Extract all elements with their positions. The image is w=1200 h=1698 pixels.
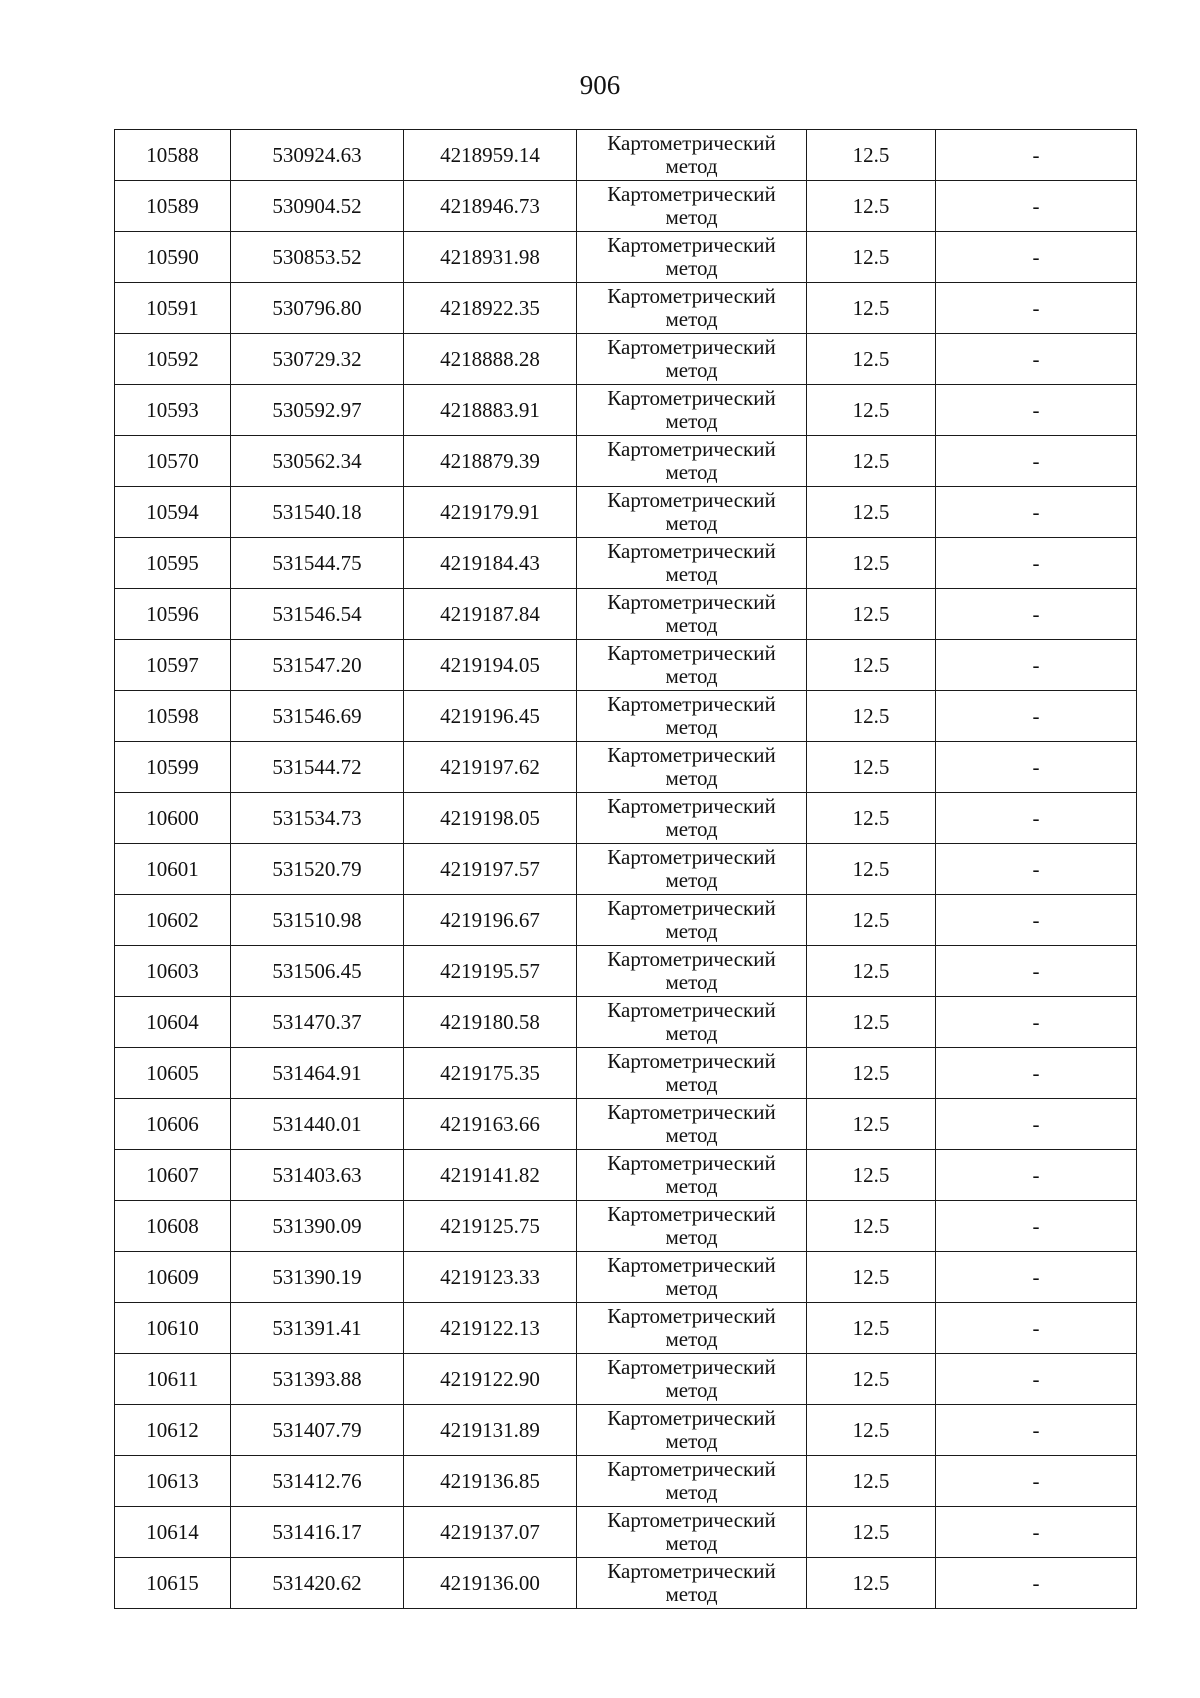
- y-coordinate-cell: 4219131.89: [404, 1405, 577, 1456]
- accuracy-cell: 12.5: [807, 487, 936, 538]
- accuracy-cell: 12.5: [807, 334, 936, 385]
- table-row: [115, 334, 1137, 385]
- point-id-cell: 10588: [115, 130, 231, 181]
- point-id-cell: 10609: [115, 1252, 231, 1303]
- method-line-2: метод: [665, 970, 718, 994]
- note-cell: -: [936, 1354, 1137, 1405]
- accuracy-cell: 12.5: [807, 640, 936, 691]
- note-cell: -: [936, 181, 1137, 232]
- x-coordinate-cell: 531440.01: [231, 1099, 404, 1150]
- y-coordinate-cell: 4218883.91: [404, 385, 577, 436]
- table-row: [115, 895, 1137, 946]
- method-line-1: Картометрический: [607, 1355, 776, 1379]
- method-line-2: метод: [665, 154, 718, 178]
- method-cell: [577, 538, 807, 589]
- method-cell: [577, 283, 807, 334]
- accuracy-cell: 12.5: [807, 895, 936, 946]
- coordinates-table: [114, 129, 1137, 1609]
- method-line-2: метод: [665, 715, 718, 739]
- table-row: [115, 1303, 1137, 1354]
- x-coordinate-cell: 531416.17: [231, 1507, 404, 1558]
- method-cell: [577, 640, 807, 691]
- table-row: [115, 1456, 1137, 1507]
- note-cell: -: [936, 997, 1137, 1048]
- note-cell: -: [936, 640, 1137, 691]
- method-line-2: метод: [665, 919, 718, 943]
- x-coordinate-cell: 531546.54: [231, 589, 404, 640]
- point-id-cell: 10600: [115, 793, 231, 844]
- note-cell: -: [936, 283, 1137, 334]
- method-line-2: метод: [665, 1225, 718, 1249]
- point-id-cell: 10596: [115, 589, 231, 640]
- x-coordinate-cell: 531420.62: [231, 1558, 404, 1609]
- method-line-2: метод: [665, 868, 718, 892]
- point-id-cell: 10599: [115, 742, 231, 793]
- method-cell: [577, 1252, 807, 1303]
- point-id-cell: 10610: [115, 1303, 231, 1354]
- y-coordinate-cell: 4219180.58: [404, 997, 577, 1048]
- point-id-cell: 10613: [115, 1456, 231, 1507]
- note-cell: -: [936, 487, 1137, 538]
- method-line-1: Картометрический: [607, 590, 776, 614]
- x-coordinate-cell: 531534.73: [231, 793, 404, 844]
- note-cell: -: [936, 538, 1137, 589]
- table-row: [115, 640, 1137, 691]
- x-coordinate-cell: 531412.76: [231, 1456, 404, 1507]
- point-id-cell: 10598: [115, 691, 231, 742]
- method-cell: [577, 1456, 807, 1507]
- method-cell: [577, 844, 807, 895]
- method-line-1: Картометрический: [607, 539, 776, 563]
- method-cell: [577, 1150, 807, 1201]
- point-id-cell: 10597: [115, 640, 231, 691]
- y-coordinate-cell: 4219194.05: [404, 640, 577, 691]
- method-line-1: Картометрический: [607, 1559, 776, 1583]
- method-line-1: Картометрический: [607, 1202, 776, 1226]
- table-row: [115, 691, 1137, 742]
- x-coordinate-cell: 531470.37: [231, 997, 404, 1048]
- method-line-1: Картометрический: [607, 1304, 776, 1328]
- x-coordinate-cell: 531407.79: [231, 1405, 404, 1456]
- method-line-1: Картометрический: [607, 998, 776, 1022]
- note-cell: -: [936, 844, 1137, 895]
- method-cell: [577, 487, 807, 538]
- x-coordinate-cell: 531520.79: [231, 844, 404, 895]
- method-line-1: Картометрический: [607, 131, 776, 155]
- x-coordinate-cell: 531544.75: [231, 538, 404, 589]
- table-row: [115, 232, 1137, 283]
- note-cell: -: [936, 691, 1137, 742]
- note-cell: -: [936, 436, 1137, 487]
- method-line-2: метод: [665, 511, 718, 535]
- table-row: [115, 1252, 1137, 1303]
- note-cell: -: [936, 1558, 1137, 1609]
- method-line-2: метод: [665, 1582, 718, 1606]
- x-coordinate-cell: 531390.09: [231, 1201, 404, 1252]
- y-coordinate-cell: 4219125.75: [404, 1201, 577, 1252]
- method-cell: [577, 1048, 807, 1099]
- point-id-cell: 10611: [115, 1354, 231, 1405]
- point-id-cell: 10607: [115, 1150, 231, 1201]
- method-line-1: Картометрический: [607, 1253, 776, 1277]
- note-cell: -: [936, 1099, 1137, 1150]
- y-coordinate-cell: 4219197.57: [404, 844, 577, 895]
- y-coordinate-cell: 4219196.67: [404, 895, 577, 946]
- table-row: [115, 1405, 1137, 1456]
- table-row: [115, 1201, 1137, 1252]
- x-coordinate-cell: 530729.32: [231, 334, 404, 385]
- point-id-cell: 10589: [115, 181, 231, 232]
- y-coordinate-cell: 4218946.73: [404, 181, 577, 232]
- method-line-2: метод: [665, 664, 718, 688]
- y-coordinate-cell: 4219195.57: [404, 946, 577, 997]
- y-coordinate-cell: 4219122.13: [404, 1303, 577, 1354]
- method-line-1: Картометрический: [607, 845, 776, 869]
- accuracy-cell: 12.5: [807, 997, 936, 1048]
- method-cell: [577, 181, 807, 232]
- table-row: [115, 1354, 1137, 1405]
- method-cell: [577, 1558, 807, 1609]
- method-line-1: Картометрический: [607, 1049, 776, 1073]
- table-row: [115, 538, 1137, 589]
- y-coordinate-cell: 4219122.90: [404, 1354, 577, 1405]
- y-coordinate-cell: 4218888.28: [404, 334, 577, 385]
- point-id-cell: 10614: [115, 1507, 231, 1558]
- x-coordinate-cell: 531403.63: [231, 1150, 404, 1201]
- method-line-2: метод: [665, 1072, 718, 1096]
- method-cell: [577, 589, 807, 640]
- x-coordinate-cell: 531547.20: [231, 640, 404, 691]
- method-line-1: Картометрический: [607, 335, 776, 359]
- accuracy-cell: 12.5: [807, 1303, 936, 1354]
- x-coordinate-cell: 530904.52: [231, 181, 404, 232]
- table-row: [115, 181, 1137, 232]
- table-row: [115, 283, 1137, 334]
- method-line-2: метод: [665, 1123, 718, 1147]
- note-cell: -: [936, 334, 1137, 385]
- accuracy-cell: 12.5: [807, 1048, 936, 1099]
- accuracy-cell: 12.5: [807, 1456, 936, 1507]
- point-id-cell: 10594: [115, 487, 231, 538]
- y-coordinate-cell: 4219197.62: [404, 742, 577, 793]
- note-cell: -: [936, 1252, 1137, 1303]
- accuracy-cell: 12.5: [807, 691, 936, 742]
- accuracy-cell: 12.5: [807, 589, 936, 640]
- table-row: [115, 1099, 1137, 1150]
- method-line-2: метод: [665, 358, 718, 382]
- y-coordinate-cell: 4219179.91: [404, 487, 577, 538]
- accuracy-cell: 12.5: [807, 1252, 936, 1303]
- method-cell: [577, 1303, 807, 1354]
- method-line-1: Картометрический: [607, 284, 776, 308]
- y-coordinate-cell: 4219136.00: [404, 1558, 577, 1609]
- x-coordinate-cell: 531510.98: [231, 895, 404, 946]
- accuracy-cell: 12.5: [807, 793, 936, 844]
- method-cell: [577, 691, 807, 742]
- note-cell: -: [936, 1150, 1137, 1201]
- method-line-1: Картометрический: [607, 437, 776, 461]
- accuracy-cell: 12.5: [807, 1354, 936, 1405]
- point-id-cell: 10591: [115, 283, 231, 334]
- method-line-2: метод: [665, 613, 718, 637]
- method-line-2: метод: [665, 1021, 718, 1045]
- method-line-2: метод: [665, 460, 718, 484]
- point-id-cell: 10592: [115, 334, 231, 385]
- point-id-cell: 10604: [115, 997, 231, 1048]
- x-coordinate-cell: 531393.88: [231, 1354, 404, 1405]
- method-line-2: метод: [665, 307, 718, 331]
- y-coordinate-cell: 4219184.43: [404, 538, 577, 589]
- x-coordinate-cell: 531390.19: [231, 1252, 404, 1303]
- y-coordinate-cell: 4219137.07: [404, 1507, 577, 1558]
- note-cell: -: [936, 1405, 1137, 1456]
- x-coordinate-cell: 531506.45: [231, 946, 404, 997]
- table-row: [115, 1507, 1137, 1558]
- method-cell: [577, 1099, 807, 1150]
- point-id-cell: 10593: [115, 385, 231, 436]
- method-line-2: метод: [665, 409, 718, 433]
- y-coordinate-cell: 4218959.14: [404, 130, 577, 181]
- method-line-1: Картометрический: [607, 896, 776, 920]
- accuracy-cell: 12.5: [807, 538, 936, 589]
- accuracy-cell: 12.5: [807, 1507, 936, 1558]
- note-cell: -: [936, 1201, 1137, 1252]
- point-id-cell: 10603: [115, 946, 231, 997]
- method-cell: [577, 1507, 807, 1558]
- method-cell: [577, 130, 807, 181]
- y-coordinate-cell: 4218922.35: [404, 283, 577, 334]
- method-line-2: метод: [665, 1531, 718, 1555]
- method-cell: [577, 742, 807, 793]
- point-id-cell: 10590: [115, 232, 231, 283]
- y-coordinate-cell: 4219175.35: [404, 1048, 577, 1099]
- y-coordinate-cell: 4219136.85: [404, 1456, 577, 1507]
- point-id-cell: 10612: [115, 1405, 231, 1456]
- x-coordinate-cell: 530562.34: [231, 436, 404, 487]
- x-coordinate-cell: 531544.72: [231, 742, 404, 793]
- accuracy-cell: 12.5: [807, 283, 936, 334]
- table-row: [115, 589, 1137, 640]
- accuracy-cell: 12.5: [807, 1099, 936, 1150]
- method-line-2: метод: [665, 1174, 718, 1198]
- method-cell: [577, 436, 807, 487]
- table-row: [115, 793, 1137, 844]
- method-line-2: метод: [665, 1480, 718, 1504]
- method-cell: [577, 793, 807, 844]
- note-cell: -: [936, 385, 1137, 436]
- y-coordinate-cell: 4219196.45: [404, 691, 577, 742]
- accuracy-cell: 12.5: [807, 130, 936, 181]
- note-cell: -: [936, 946, 1137, 997]
- method-line-2: метод: [665, 817, 718, 841]
- accuracy-cell: 12.5: [807, 1405, 936, 1456]
- note-cell: -: [936, 232, 1137, 283]
- accuracy-cell: 12.5: [807, 844, 936, 895]
- x-coordinate-cell: 531464.91: [231, 1048, 404, 1099]
- method-line-2: метод: [665, 1378, 718, 1402]
- method-line-1: Картометрический: [607, 692, 776, 716]
- table-row: [115, 844, 1137, 895]
- table-row: [115, 946, 1137, 997]
- accuracy-cell: 12.5: [807, 1150, 936, 1201]
- method-line-1: Картометрический: [607, 794, 776, 818]
- method-line-1: Картометрический: [607, 1151, 776, 1175]
- table-row: [115, 487, 1137, 538]
- table-row: [115, 1048, 1137, 1099]
- y-coordinate-cell: 4218931.98: [404, 232, 577, 283]
- point-id-cell: 10605: [115, 1048, 231, 1099]
- point-id-cell: 10601: [115, 844, 231, 895]
- method-line-2: метод: [665, 1429, 718, 1453]
- y-coordinate-cell: 4219198.05: [404, 793, 577, 844]
- note-cell: -: [936, 130, 1137, 181]
- method-line-1: Картометрический: [607, 1508, 776, 1532]
- x-coordinate-cell: 531391.41: [231, 1303, 404, 1354]
- table-row: [115, 130, 1137, 181]
- method-cell: [577, 895, 807, 946]
- method-cell: [577, 385, 807, 436]
- point-id-cell: 10595: [115, 538, 231, 589]
- y-coordinate-cell: 4219123.33: [404, 1252, 577, 1303]
- method-line-2: метод: [665, 562, 718, 586]
- method-line-1: Картометрический: [607, 386, 776, 410]
- x-coordinate-cell: 530592.97: [231, 385, 404, 436]
- point-id-cell: 10570: [115, 436, 231, 487]
- point-id-cell: 10608: [115, 1201, 231, 1252]
- method-cell: [577, 334, 807, 385]
- x-coordinate-cell: 531540.18: [231, 487, 404, 538]
- x-coordinate-cell: 531546.69: [231, 691, 404, 742]
- x-coordinate-cell: 530796.80: [231, 283, 404, 334]
- accuracy-cell: 12.5: [807, 742, 936, 793]
- method-line-2: метод: [665, 256, 718, 280]
- table-body: [115, 130, 1137, 1609]
- y-coordinate-cell: 4219163.66: [404, 1099, 577, 1150]
- method-cell: [577, 1405, 807, 1456]
- accuracy-cell: 12.5: [807, 946, 936, 997]
- method-line-2: метод: [665, 766, 718, 790]
- accuracy-cell: 12.5: [807, 1201, 936, 1252]
- method-cell: [577, 1354, 807, 1405]
- method-line-2: метод: [665, 205, 718, 229]
- table-row: [115, 997, 1137, 1048]
- method-line-1: Картометрический: [607, 1457, 776, 1481]
- note-cell: -: [936, 793, 1137, 844]
- y-coordinate-cell: 4219187.84: [404, 589, 577, 640]
- method-line-1: Картометрический: [607, 641, 776, 665]
- y-coordinate-cell: 4219141.82: [404, 1150, 577, 1201]
- accuracy-cell: 12.5: [807, 181, 936, 232]
- table-row: [115, 385, 1137, 436]
- table-row: [115, 1150, 1137, 1201]
- accuracy-cell: 12.5: [807, 1558, 936, 1609]
- accuracy-cell: 12.5: [807, 232, 936, 283]
- table-row: [115, 1558, 1137, 1609]
- note-cell: -: [936, 895, 1137, 946]
- note-cell: -: [936, 1456, 1137, 1507]
- table-row: [115, 436, 1137, 487]
- note-cell: -: [936, 589, 1137, 640]
- point-id-cell: 10606: [115, 1099, 231, 1150]
- x-coordinate-cell: 530853.52: [231, 232, 404, 283]
- note-cell: -: [936, 1507, 1137, 1558]
- method-cell: [577, 946, 807, 997]
- method-line-1: Картометрический: [607, 488, 776, 512]
- method-line-1: Картометрический: [607, 1406, 776, 1430]
- method-cell: [577, 1201, 807, 1252]
- method-line-1: Картометрический: [607, 182, 776, 206]
- page-number: 906: [579, 70, 621, 100]
- accuracy-cell: 12.5: [807, 385, 936, 436]
- method-cell: [577, 997, 807, 1048]
- y-coordinate-cell: 4218879.39: [404, 436, 577, 487]
- method-line-1: Картометрический: [607, 743, 776, 767]
- point-id-cell: 10615: [115, 1558, 231, 1609]
- method-line-1: Картометрический: [607, 1100, 776, 1124]
- table-row: [115, 742, 1137, 793]
- note-cell: -: [936, 1303, 1137, 1354]
- method-line-1: Картометрический: [607, 233, 776, 257]
- method-line-2: метод: [665, 1276, 718, 1300]
- note-cell: -: [936, 1048, 1137, 1099]
- x-coordinate-cell: 530924.63: [231, 130, 404, 181]
- method-cell: [577, 232, 807, 283]
- accuracy-cell: 12.5: [807, 436, 936, 487]
- note-cell: -: [936, 742, 1137, 793]
- method-line-2: метод: [665, 1327, 718, 1351]
- method-line-1: Картометрический: [607, 947, 776, 971]
- point-id-cell: 10602: [115, 895, 231, 946]
